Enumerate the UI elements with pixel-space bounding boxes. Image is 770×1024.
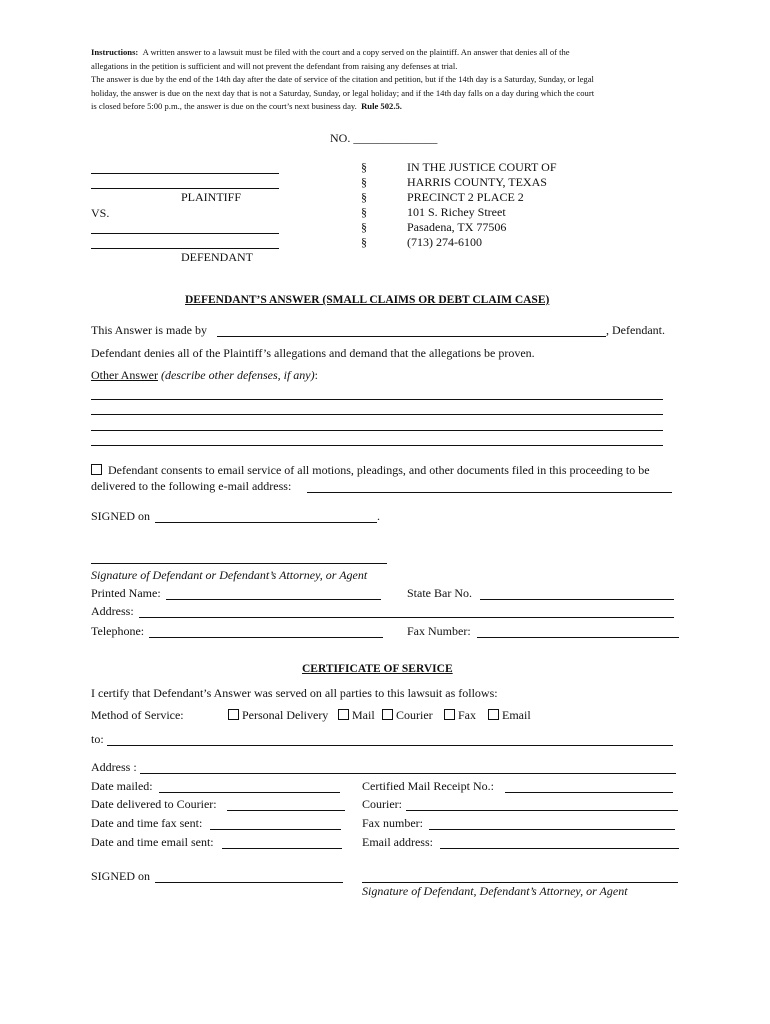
court-line: 101 S. Richey Street	[407, 205, 506, 219]
method-personal-delivery[interactable]	[228, 708, 328, 723]
method-courier[interactable]	[382, 708, 433, 723]
certified-mail-label: Certified Mail Receipt No.:	[362, 779, 494, 793]
court-line: PRECINCT 2 PLACE 2	[407, 190, 524, 204]
plaintiff-label: PLAINTIFF	[181, 190, 242, 204]
section-mark: §	[361, 190, 367, 204]
section-mark: §	[361, 220, 367, 234]
defendant-name-field[interactable]	[217, 336, 606, 337]
method-label: Courier	[396, 708, 433, 722]
rule-reference: Rule 502.5	[361, 101, 400, 112]
service-address-field[interactable]	[140, 773, 676, 774]
certificate-signature-field[interactable]	[362, 882, 678, 883]
checkbox[interactable]	[338, 709, 349, 720]
date-fax-label: Date and time fax sent:	[91, 816, 203, 830]
section-mark: §	[361, 175, 367, 189]
court-line: IN THE JUSTICE COURT OF	[407, 160, 557, 174]
instructions-line-1: A written answer to a lawsuit must be filed with the court and a copy served on the plaintiff. An answer that denies all of the	[142, 47, 570, 57]
method-fax[interactable]	[444, 708, 476, 723]
court-line: HARRIS COUNTY, TEXAS	[407, 175, 547, 189]
section-mark: §	[361, 205, 367, 219]
date-mailed-label: Date mailed:	[91, 779, 153, 793]
checkbox[interactable]	[444, 709, 455, 720]
document-title: DEFENDANT’S ANSWER (SMALL CLAIMS OR DEBT CLAIM CASE)	[185, 294, 550, 306]
plaintiff-name-line-1[interactable]	[91, 173, 279, 174]
service-address-label: Address :	[91, 760, 137, 774]
method-email[interactable]	[488, 708, 531, 723]
date-courier-label: Date delivered to Courier:	[91, 797, 217, 811]
served-party-field[interactable]	[107, 745, 673, 746]
other-defenses-line[interactable]	[91, 414, 663, 415]
section-mark: §	[361, 160, 367, 174]
address-label: Address:	[91, 604, 134, 618]
certificate-signed-on-field[interactable]	[155, 882, 343, 883]
courier-field[interactable]	[406, 810, 678, 811]
checkbox[interactable]	[382, 709, 393, 720]
period: .	[377, 509, 380, 523]
other-answer-heading	[91, 368, 318, 383]
checkbox[interactable]	[488, 709, 499, 720]
answer-made-by-label: This Answer is made by	[91, 323, 207, 337]
method-label: Mail	[352, 708, 375, 722]
telephone-field[interactable]	[149, 637, 383, 638]
service-fax-label: Fax number:	[362, 816, 423, 830]
case-number-field[interactable]: NO. ______________	[330, 131, 438, 145]
signed-on-date-field[interactable]	[155, 522, 377, 523]
fax-number-label: Fax Number:	[407, 624, 471, 638]
signed-on-label: SIGNED on	[91, 509, 150, 523]
method-mail[interactable]	[338, 708, 375, 723]
printed-name-field[interactable]	[166, 599, 381, 600]
plaintiff-name-line-2[interactable]	[91, 188, 279, 189]
signature-caption: Signature of Defendant or Defendant’s Attorney, or Agent	[91, 568, 368, 582]
method-label: Fax	[458, 708, 476, 722]
certificate-signature-caption: Signature of Defendant, Defendant’s Attorney, or Agent	[362, 884, 628, 898]
colon: :	[314, 368, 318, 382]
to-label: to:	[91, 732, 104, 746]
other-defenses-line[interactable]	[91, 430, 663, 431]
certificate-title: CERTIFICATE OF SERVICE	[302, 663, 453, 675]
service-fax-field[interactable]	[429, 829, 675, 830]
other-defenses-line[interactable]	[91, 445, 663, 446]
email-address-field[interactable]	[440, 848, 679, 849]
email-address-label: Email address:	[362, 835, 433, 849]
date-fax-field[interactable]	[210, 829, 341, 830]
court-line: (713) 274-6100	[407, 235, 482, 249]
method-of-service-label: Method of Service:	[91, 708, 184, 722]
email-consent-text: Defendant consents to email service of all motions, pleadings, and other documents filed in this proceeding to be	[108, 463, 650, 477]
defendant-name-line-2[interactable]	[91, 248, 279, 249]
method-label: Email	[502, 708, 531, 722]
other-answer-label: Other Answer	[91, 368, 158, 382]
instructions-line-3: The answer is due by the end of the 14th day after the date of service of the citation and petition, but if the 14th day is a Saturday, Sunday, or legal	[91, 74, 594, 85]
section-mark: §	[361, 235, 367, 249]
date-mailed-field[interactable]	[159, 792, 340, 793]
consent-email-field[interactable]	[307, 492, 672, 493]
courier-label: Courier:	[362, 797, 402, 811]
court-line: Pasadena, TX 77506	[407, 220, 507, 234]
fax-number-field[interactable]	[477, 637, 679, 638]
certificate-intro: I certify that Defendant’s Answer was served on all parties to this lawsuit as follows:	[91, 686, 498, 700]
address-field[interactable]	[139, 617, 674, 618]
checkbox[interactable]	[228, 709, 239, 720]
instructions-line-5: is closed before 5:00 p.m., the answer is due on the court’s next business day.	[91, 101, 357, 112]
date-email-label: Date and time email sent:	[91, 835, 214, 849]
email-consent-checkbox[interactable]	[91, 464, 102, 475]
other-defenses-line[interactable]	[91, 399, 663, 400]
defendant-suffix: , Defendant.	[606, 323, 665, 337]
defendant-label: DEFENDANT	[181, 250, 253, 264]
denial-statement: Defendant denies all of the Plaintiff’s allegations and demand that the allegations be proven.	[91, 346, 535, 360]
instructions-block: Instructions: A written answer to a lawsuit must be filed with the court and a copy served on the plaintiff. An answer that denies all of the allegations in the petition is sufficient and will not prevent the defendant from raising any defenses at trial. The answer is due by the end of the 14th day after the date of service of the citation and petition, but if the 14th day is a Saturday, Sunday, or legal holiday, the answer is due on the next day that is not a Saturday, Sunday, or legal holiday; and if the 14th day falls on a day during which the court is closed before 5:00 p.m., the answer is due on the court’s next business day. Rule 502.5.	[91, 46, 691, 114]
telephone-label: Telephone:	[91, 624, 145, 638]
other-answer-hint: (describe other defenses, if any)	[160, 368, 315, 382]
printed-name-label: Printed Name:	[91, 586, 161, 600]
state-bar-field[interactable]	[480, 599, 674, 600]
date-email-field[interactable]	[222, 848, 342, 849]
instructions-line-2: allegations in the petition is sufficient and will not prevent the defendant from raising any defenses at trial.	[91, 60, 458, 71]
defendant-name-line-1[interactable]	[91, 233, 279, 234]
defendant-signature-field[interactable]	[91, 563, 387, 564]
vs-label: VS.	[91, 206, 110, 220]
date-courier-field[interactable]	[227, 810, 345, 811]
email-consent-line-2: delivered to the following e-mail address:	[91, 479, 292, 493]
instructions-label: Instructions	[91, 47, 136, 57]
state-bar-label: State Bar No.	[407, 586, 472, 600]
certificate-signed-on-label: SIGNED on	[91, 869, 150, 883]
certified-mail-field[interactable]	[505, 792, 673, 793]
email-consent-line-1	[91, 463, 650, 478]
method-label: Personal Delivery	[242, 708, 329, 722]
instructions-line-4: holiday, the answer is due on the next day that is not a Saturday, Sunday, or legal holiday; and if the 14th day falls on a day during which the court	[91, 87, 595, 98]
